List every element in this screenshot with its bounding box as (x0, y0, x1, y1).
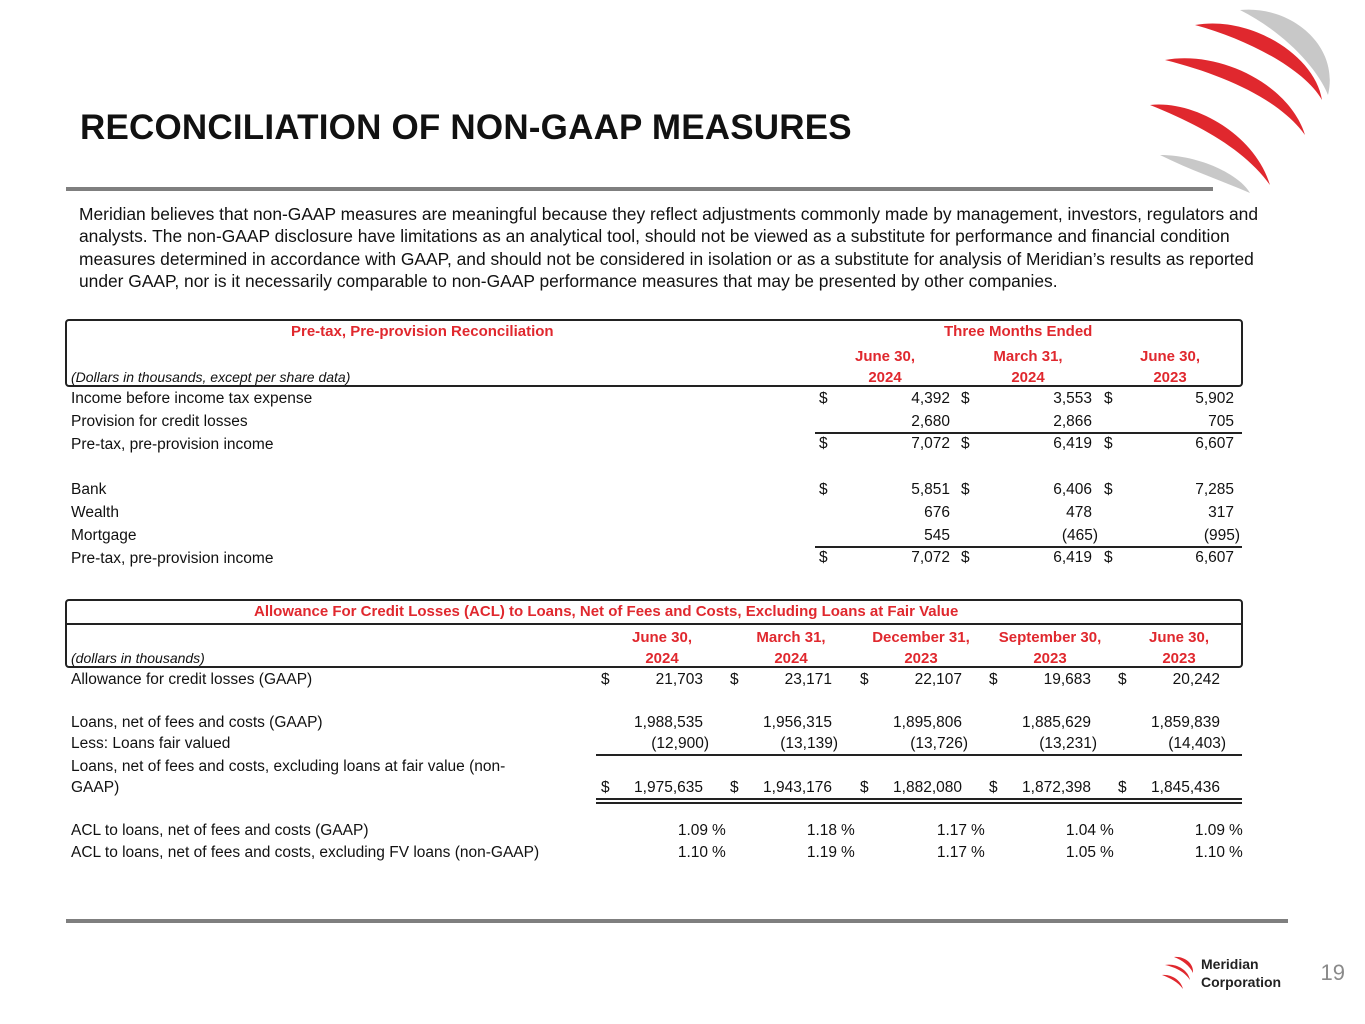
table2-pct-sign: % (971, 822, 985, 839)
table1-row-label: Mortgage (71, 527, 137, 544)
table1-dollar-sign: $ (961, 549, 970, 566)
table1-dollar-sign: $ (961, 481, 970, 498)
intro-paragraph: Meridian believes that non-GAAP measures are meaningful because they reflect adjustments commonly made by management, investors, regulators and analysts. The non-GAAP disclosure have limitations as an analytical tool, should not be viewed as a substitute for performance and financial condition measures determined in accordance with GAAP, and should not be considered in isolation or as a substitute for analysis of Meridian’s results as reported under GAAP, nor is it necessarily comparable to non-GAAP performance measures that may be presented by other companies. (79, 204, 1258, 292)
table1-row-label: Wealth (71, 504, 119, 521)
table1-dollar-sign: $ (1104, 435, 1113, 452)
footer-brand: Meridian Corporation (1201, 956, 1282, 990)
table1-cell: 6,419 (1053, 435, 1092, 452)
table2-row-label: Loans, net of fees and costs, excluding loans at fair value (non- (71, 758, 506, 775)
table2-col-header: September 30, 2023 (998, 629, 1102, 667)
table1-cell: 705 (1208, 413, 1234, 430)
table1-row-label: Provision for credit losses (71, 413, 248, 430)
table2-col-header: March 31, 2024 (756, 629, 826, 667)
table1-cell: 676 (924, 504, 950, 521)
table2-pct-sign: % (1229, 844, 1243, 861)
table1-cell: 6,419 (1053, 549, 1092, 566)
table2-dollar-sign: $ (860, 779, 869, 796)
table2-cell: 1.04 (1065, 822, 1096, 839)
table1-dollar-sign: $ (1104, 390, 1113, 407)
table1-dollar-sign: $ (819, 390, 828, 407)
table2-cell: 1.09 (677, 822, 708, 839)
table2-row-label: ACL to loans, net of fees and costs, excluding FV loans (non-GAAP) (71, 844, 540, 861)
table2-total-double-rule (596, 802, 1242, 804)
table2-cell: 1,872,398 (1022, 779, 1091, 796)
table2-cell: 1,859,839 (1151, 714, 1220, 731)
table1-cell: 317 (1208, 504, 1234, 521)
table2-dollar-sign: $ (989, 671, 998, 688)
table1-dollar-sign: $ (819, 435, 828, 452)
table2-dollar-sign: $ (601, 671, 610, 688)
table2-cell: 1,895,806 (893, 714, 962, 731)
table2-cell: 1,882,080 (893, 779, 962, 796)
table2-row-label: ACL to loans, net of fees and costs (GAAP) (71, 822, 369, 839)
table2-cell: 1.17 (936, 822, 967, 839)
table2-cell: 1,988,535 (634, 714, 703, 731)
table2-cell: 1.10 (1194, 844, 1225, 861)
table2-pct-sign: % (712, 822, 726, 839)
table2-pct-sign: % (1229, 822, 1243, 839)
table2-cell: (12,900) (651, 735, 709, 752)
table1-cell: 545 (924, 527, 950, 544)
table2-cell: 21,703 (655, 671, 703, 688)
table2-col-header: June 30, 2023 (1148, 629, 1210, 667)
table2-col-header: June 30, 2024 (631, 629, 693, 667)
table2-row-label: Allowance for credit losses (GAAP) (71, 671, 313, 688)
table2-pct-sign: % (841, 844, 855, 861)
table2-pct-sign: % (1100, 844, 1114, 861)
table2-units: (dollars in thousands) (71, 650, 205, 666)
table1-units: (Dollars in thousands, except per share data) (71, 369, 351, 385)
table1-dollar-sign: $ (961, 435, 970, 452)
table2-cell: 1,975,635 (634, 779, 703, 796)
table2-row-label: Loans, net of fees and costs (GAAP) (71, 714, 323, 731)
table1-title: Pre-tax, Pre-provision Reconciliation (291, 323, 554, 340)
table2-total-double-rule (596, 798, 1242, 800)
table1-subtotal-rule (815, 432, 1242, 434)
table1-subtotal-rule (815, 546, 1242, 548)
table1-cell: 7,072 (911, 435, 950, 452)
table1-cell: 7,285 (1195, 481, 1234, 498)
table1-cell: 5,851 (911, 481, 950, 498)
table1-dollar-sign: $ (961, 390, 970, 407)
table2-cell: 1.10 (677, 844, 708, 861)
bottom-divider (66, 919, 1288, 923)
table2-subtotal-rule (596, 754, 1242, 756)
table2-pct-sign: % (841, 822, 855, 839)
table2-cell: (13,726) (910, 735, 968, 752)
table1-cell: 3,553 (1053, 390, 1092, 407)
table1-dollar-sign: $ (1104, 549, 1113, 566)
table1-col2-header: March 31, 2024 (993, 348, 1063, 386)
table2-title-rule (66, 623, 1242, 625)
table1-cell: 2,866 (1053, 413, 1092, 430)
table1-row-label: Pre-tax, pre-provision income (71, 436, 274, 453)
table1-cell: 7,072 (911, 549, 950, 566)
table2-row-label: Less: Loans fair valued (71, 735, 231, 752)
table1-row-label: Income before income tax expense (71, 390, 313, 407)
table2-dollar-sign: $ (1118, 779, 1127, 796)
table1-dollar-sign: $ (819, 549, 828, 566)
table2-cell: 1.19 (806, 844, 837, 861)
table2-cell: 19,683 (1043, 671, 1091, 688)
table1-col1-header: June 30, 2024 (854, 348, 916, 386)
table2-cell: 1,885,629 (1022, 714, 1091, 731)
table2-pct-sign: % (971, 844, 985, 861)
table1-cell: 6,607 (1195, 435, 1234, 452)
table2-dollar-sign: $ (730, 671, 739, 688)
table2-cell: 20,242 (1172, 671, 1220, 688)
table2-cell: (13,231) (1039, 735, 1097, 752)
table2-dollar-sign: $ (989, 779, 998, 796)
table2-cell: 23,171 (784, 671, 832, 688)
table1-row-label: Pre-tax, pre-provision income (71, 550, 274, 567)
table1-cell: (995) (1203, 527, 1240, 544)
page-title: RECONCILIATION OF NON-GAAP MEASURES (80, 108, 852, 147)
table1-dollar-sign: $ (1104, 481, 1113, 498)
table2-cell: 1,943,176 (763, 779, 832, 796)
table1-cell: 6,406 (1053, 481, 1092, 498)
table2-col-header: December 31, 2023 (872, 629, 970, 667)
table2-cell: (13,139) (780, 735, 838, 752)
table1-cell: 5,902 (1195, 390, 1234, 407)
table1-col3-header: June 30, 2023 (1139, 348, 1201, 386)
table1-cell: 4,392 (911, 390, 950, 407)
table2-cell: 1,845,436 (1151, 779, 1220, 796)
table2-title: Allowance For Credit Losses (ACL) to Loans, Net of Fees and Costs, Excluding Loans at Fair Value (254, 603, 959, 620)
table1-cell: 2,680 (911, 413, 950, 430)
table2-dollar-sign: $ (601, 779, 610, 796)
table2-dollar-sign: $ (860, 671, 869, 688)
table1-cell: (465) (1061, 527, 1098, 544)
top-divider (66, 187, 1213, 191)
table2-pct-sign: % (1100, 822, 1114, 839)
table2-dollar-sign: $ (730, 779, 739, 796)
page-number: 19 (1320, 960, 1345, 985)
table2-cell: 1.05 (1065, 844, 1096, 861)
table2-row-label: GAAP) (71, 779, 120, 796)
table1-cell: 6,607 (1195, 549, 1234, 566)
table1-cell: 478 (1066, 504, 1092, 521)
meridian-small-logo (1160, 955, 1196, 991)
table2-dollar-sign: $ (1118, 671, 1127, 688)
table2-cell: 1.17 (936, 844, 967, 861)
table1-period-header: Three Months Ended (944, 323, 1093, 340)
table1-row-label: Bank (71, 481, 107, 498)
table2-pct-sign: % (712, 844, 726, 861)
table2-cell: (14,403) (1168, 735, 1226, 752)
table1-dollar-sign: $ (819, 481, 828, 498)
table2-cell: 22,107 (914, 671, 962, 688)
table2-cell: 1.18 (806, 822, 837, 839)
meridian-swirl-logo (1140, 5, 1340, 195)
table2-cell: 1,956,315 (763, 714, 832, 731)
table2-cell: 1.09 (1194, 822, 1225, 839)
